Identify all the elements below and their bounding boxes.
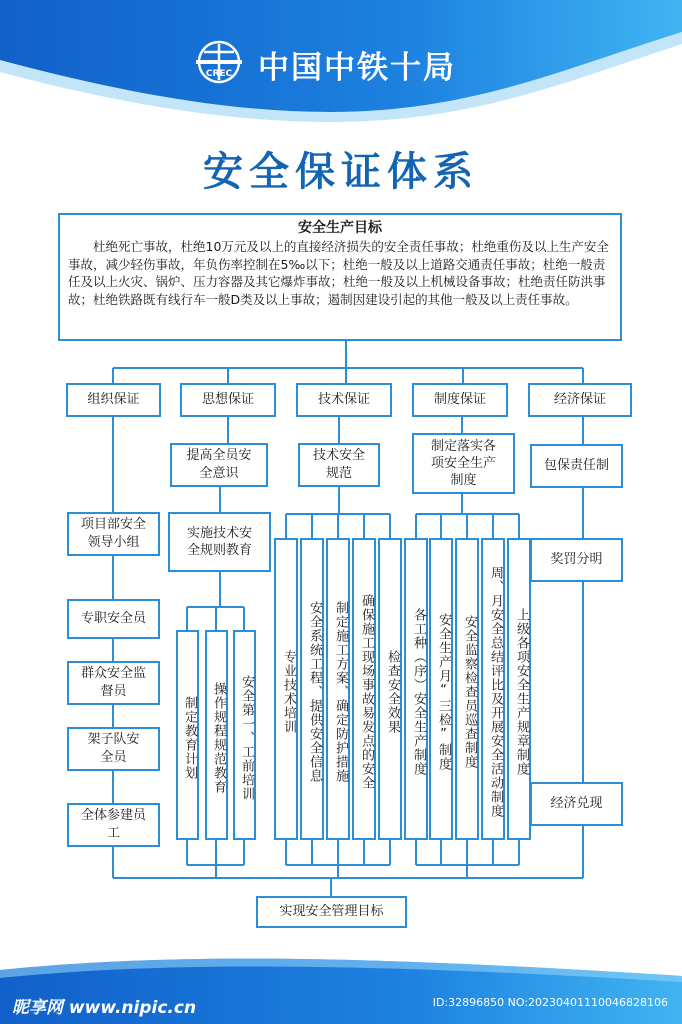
pillar-econ: 经济保证	[528, 383, 632, 417]
tech-item: 制定施工方案、确定防护措施	[326, 538, 350, 840]
page-title: 安全保证体系	[203, 149, 479, 195]
crec-logo-icon	[192, 40, 246, 84]
system-item: 安全生产月“三检”制度	[429, 538, 453, 840]
thought-item: 制定教育计划	[176, 630, 199, 840]
pillar-org: 组织保证	[66, 383, 161, 417]
system-item: 安全监察检查员巡查制度	[455, 538, 479, 840]
system-item: 上级各项安全生产规章制度	[507, 538, 531, 840]
system-item: 各工种（序）安全生产制度	[404, 538, 428, 840]
system-level1: 制定落实各项安全生产制度	[412, 433, 515, 494]
safety-goal-box	[58, 213, 622, 341]
tech-item: 检查安全效果	[378, 538, 402, 840]
goal-title: 安全生产目标	[298, 220, 382, 236]
pillar-tech: 技术保证	[296, 383, 392, 417]
watermark-site: 昵享网 www.nipic.cn	[12, 998, 197, 1018]
watermark-id: ID:32896850 NO:20230401110046828106	[432, 996, 668, 1009]
target-box: 实现安全管理目标	[256, 896, 407, 928]
econ-item: 经济兑现	[530, 782, 623, 826]
goal-body: 杜绝死亡事故，杜绝10万元及以上的直接经济损失的安全责任事故；杜绝重伤及以上生产安全事故，减少轻伤事故，年负伤率控制在5‰以下；杜绝一般及以上道路交通责任事故；杜绝一般责任及以上火灾、锅炉、压力容器及其它爆炸事故；杜绝一般及以上机械设备事故；杜绝责任防洪事故；杜绝铁路既有线行车一般D类及以上事故；遏制因建设引起的其他一般及以上责任事故。	[68, 239, 609, 307]
org-item: 架子队安全员	[67, 727, 160, 771]
system-item: 周、月安全总结评比及开展安全活动制度	[481, 538, 505, 840]
logo-text: CREC	[205, 69, 233, 79]
thought-level1: 提高全员安全意识	[170, 443, 268, 487]
org-item: 专职安全员	[67, 599, 160, 639]
tech-item: 确保施工现场事故易发点的安全	[352, 538, 376, 840]
thought-level2: 实施技术安全规则教育	[168, 512, 271, 572]
pillar-system: 制度保证	[412, 383, 508, 417]
tech-level1: 技术安全规范	[298, 443, 380, 487]
org-item: 全体参建员工	[67, 803, 160, 847]
econ-item: 奖罚分明	[530, 538, 623, 582]
company-name: 中国中铁十局	[258, 50, 456, 86]
tech-item: 安全系统工程、提供安全信息	[300, 538, 324, 840]
econ-item: 包保责任制	[530, 444, 623, 488]
tech-item: 专业技术培训	[274, 538, 298, 840]
thought-item: 操作规程规范教育	[205, 630, 228, 840]
org-item: 项目部安全领导小组	[67, 512, 160, 556]
org-item: 群众安全监督员	[67, 661, 160, 705]
pillar-thought: 思想保证	[180, 383, 276, 417]
thought-item: 安全第一、工前培训	[233, 630, 256, 840]
